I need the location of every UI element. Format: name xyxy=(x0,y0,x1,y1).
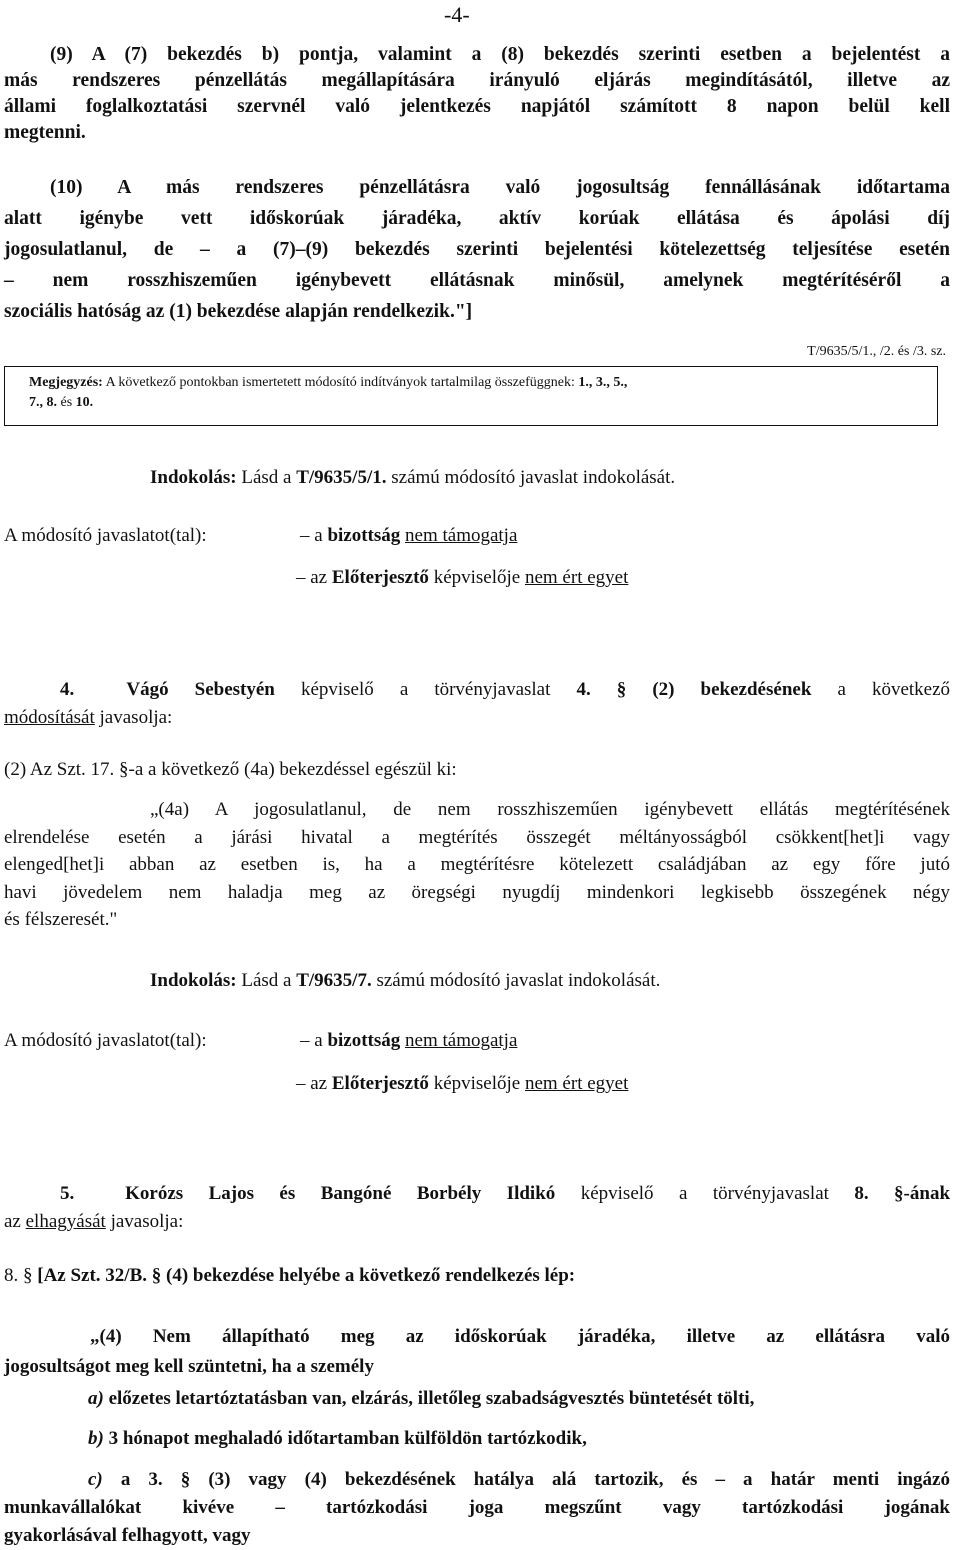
note-num-3: 10. xyxy=(75,395,94,410)
item-5-section: 8. § xyxy=(4,1265,33,1286)
justification-2-text-a: Lásd a xyxy=(241,970,292,991)
p9-line-3: állami foglalkoztatási szervnél való jelentkezés napjától számított 8 napon belül kell xyxy=(4,96,950,117)
vote-1-c1-result: nem támogatja xyxy=(405,525,518,546)
vote-1-c2-bold: Előterjesztő xyxy=(331,567,429,588)
point-b-label: b) xyxy=(88,1428,104,1449)
item-4-quote-line-2: elrendelése esetén a járási hivatal a megtérítés összegét méltányosságból csökkent[het]i vagy xyxy=(4,826,950,848)
justification-1 xyxy=(150,467,675,489)
point-c-line-3: gyakorlásával felhagyott, vagy xyxy=(4,1525,251,1546)
vote-1-c1-pre: – a xyxy=(300,525,323,546)
item-5-action: elhagyását xyxy=(25,1211,106,1232)
vote-2-c2-pre: – az xyxy=(296,1073,328,1094)
item-5-amendment xyxy=(4,1262,950,1290)
p10-line-4: – nem rosszhiszeműen igénybevett ellátásnak minősül, amelynek megtérítéséről a xyxy=(4,270,950,291)
item-5-line-2 xyxy=(4,1208,950,1236)
justification-2-text-b: számú módosító javaslat indokolását. xyxy=(376,970,661,991)
note-and: és xyxy=(60,395,73,410)
justification-2-ref: T/9635/7. xyxy=(296,970,372,991)
vote-1-c2-mid: képviselője xyxy=(433,567,521,588)
vote-1-committee xyxy=(300,525,517,547)
item-5-quote xyxy=(4,1322,950,1382)
p10-line-5: szociális hatóság az (1) bekezdése alapján rendelkezik."] xyxy=(4,301,473,322)
item-4-t1: képviselő a törvényjavaslat xyxy=(300,679,551,700)
item-4-t3: javasolja: xyxy=(99,707,173,728)
vote-2-c1-bold: bizottság xyxy=(327,1030,401,1051)
paragraph-10 xyxy=(4,172,950,327)
item-5-pre: az xyxy=(4,1211,21,1232)
item-4-quote-line-3: elenged[het]i abban az esetben is, ha a megtérítésre kötelezett családjában az egy főre jutó xyxy=(4,854,950,875)
point-b-text: 3 hónapot meghaladó időtartamban külföldön tartózkodik, xyxy=(108,1428,587,1449)
item-4-line-1 xyxy=(4,676,950,704)
point-c-line-2: munkavállalókat kivéve – tartózkodási joga megszűnt vagy tartózkodási jogának xyxy=(4,1497,950,1518)
vote-2-c2-result: nem ért egyet xyxy=(524,1073,629,1094)
item-4-quote-line-5: és félszeresét." xyxy=(4,909,118,930)
item-5-who: Korózs Lajos és Bangóné Borbély Ildikó xyxy=(125,1183,556,1204)
justification-2 xyxy=(150,970,660,992)
item-4-num: 4. xyxy=(60,679,75,700)
item-5-point-b xyxy=(88,1426,587,1452)
item-4-amendment: (2) Az Szt. 17. §-a a következő (4a) bekezdéssel egészül ki: xyxy=(4,759,457,780)
point-a-text: előzetes letartóztatásban van, elzárás, illetőleg szabadságvesztés büntetését tölti, xyxy=(108,1388,755,1409)
item-5-replace-text: [Az Szt. 32/B. § (4) bekezdése helyébe a következő rendelkezés lép: xyxy=(37,1265,576,1286)
note-text: A következő pontokban ismertetett módosító indítványok tartalmilag összefüggnek: xyxy=(105,375,575,390)
paragraph-9 xyxy=(4,42,950,146)
vote-2-proposer xyxy=(296,1073,628,1095)
item-4-quote-line-1: „(4a) A jogosulatlanul, de nem rosszhiszeműen igénybevett ellátás megtérítésének xyxy=(150,799,950,820)
item-4-quote-line-4: havi jövedelem nem haladja meg az öregségi nyugdíj mindenkori legkisebb összegének négy xyxy=(4,881,950,903)
justification-1-text-a: Lásd a xyxy=(241,467,292,488)
vote-1-c1-bold: bizottság xyxy=(327,525,401,546)
item-4-line-2 xyxy=(4,704,950,732)
point-c-label: c) xyxy=(88,1469,103,1490)
item-4-sec: 4. § (2) bekezdésének xyxy=(576,679,812,700)
item-5-t3: javasolja: xyxy=(110,1211,184,1232)
item-4 xyxy=(4,676,950,732)
item-5 xyxy=(4,1180,950,1236)
vote-1-label: A módosító javaslatot(tal): xyxy=(4,525,207,546)
item-5-t1: képviselő a törvényjavaslat xyxy=(580,1183,829,1204)
item-5-point-a xyxy=(88,1386,754,1412)
item-5-point-c xyxy=(4,1466,950,1550)
point-c-line-1 xyxy=(4,1466,950,1494)
note-nums-2: 7., 8. xyxy=(29,395,57,410)
note-label: Megjegyzés: xyxy=(29,375,103,390)
vote-1-c2-pre: – az xyxy=(296,567,328,588)
justification-1-ref: T/9635/5/1. xyxy=(296,467,387,488)
point-c-text-1: a 3. § (3) vagy (4) bekezdésének hatálya alá tartozik, és – a határ menti ingázó xyxy=(120,1469,950,1490)
vote-2-label: A módosító javaslatot(tal): xyxy=(4,1030,207,1051)
item-4-quote xyxy=(4,796,950,934)
reference-number: T/9635/5/1., /2. és /3. sz. xyxy=(807,344,946,359)
item-4-action: módosítását xyxy=(4,707,95,728)
p9-line-2: más rendszeres pénzellátás megállapítására irányuló eljárás megindításától, illetve az xyxy=(4,70,950,91)
vote-1-proposer xyxy=(296,567,628,589)
page-number: -4- xyxy=(444,2,470,27)
item-4-who: Vágó Sebestyén xyxy=(126,679,275,700)
justification-1-text-b: számú módosító javaslat indokolását. xyxy=(391,467,676,488)
p10-line-2: alatt igénybe vett időskorúak járadéka, aktív korúak ellátása és ápolási díj xyxy=(4,208,950,229)
vote-2-c2-mid: képviselője xyxy=(433,1073,521,1094)
vote-2-c1-pre: – a xyxy=(300,1030,323,1051)
note-box xyxy=(4,366,938,426)
p10-line-1: (10) A más rendszeres pénzellátásra való jogosultság fennállásának időtartama xyxy=(50,177,950,198)
justification-1-label: Indokolás: xyxy=(150,467,237,488)
vote-2-c1-result: nem támogatja xyxy=(405,1030,518,1051)
item-4-t2: a következő xyxy=(837,679,951,700)
item-5-sec: 8. §-ának xyxy=(854,1183,951,1204)
item-5-line-1 xyxy=(4,1180,950,1208)
vote-1-c2-result: nem ért egyet xyxy=(524,567,629,588)
justification-2-label: Indokolás: xyxy=(150,970,237,991)
vote-2-committee xyxy=(300,1030,517,1052)
p9-line-1: (9) A (7) bekezdés b) pontja, valamint a (8) bekezdés szerinti esetben a bejelentést a xyxy=(50,44,950,65)
vote-2-c2-bold: Előterjesztő xyxy=(331,1073,429,1094)
p9-line-4: megtenni. xyxy=(4,122,86,143)
item-5-quote-line-2: jogosultságot meg kell szüntetni, ha a személy xyxy=(4,1356,374,1377)
p10-line-3: jogosulatlanul, de – a (7)–(9) bekezdés szerinti bejelentési kötelezettség teljesítése esetén xyxy=(4,239,950,260)
item-5-num: 5. xyxy=(60,1183,75,1204)
note-nums-1: 1., 3., 5., xyxy=(578,375,628,390)
item-5-quote-line-1: „(4) Nem állapítható meg az időskorúak járadéka, illetve az ellátásra való xyxy=(90,1326,950,1347)
point-a-label: a) xyxy=(88,1388,104,1409)
